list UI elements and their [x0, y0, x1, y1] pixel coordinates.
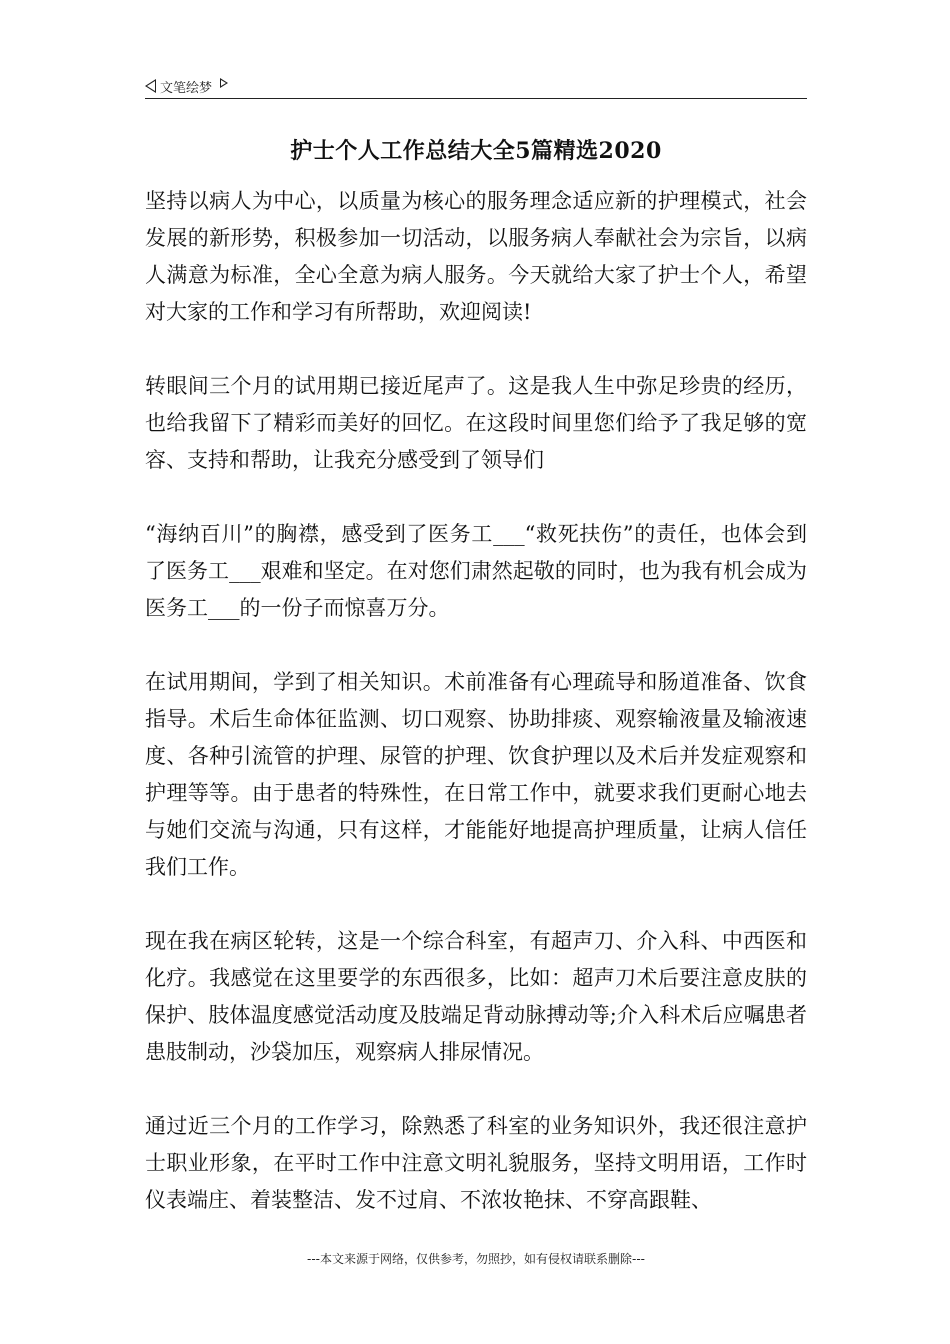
triangle-right-icon	[220, 78, 228, 88]
paragraph: “海纳百川”的胸襟，感受到了医务工___“救死扶伤”的责任，也体会到了医务工___艰难和坚定。在对您们肃然起敬的同时，也为我有机会成为医务工___的一份子而惊喜万分。	[145, 522, 807, 620]
paragraph: 现在我在病区轮转，这是一个综合科室，有超声刀、介入科、中西医和化疗。我感觉在这里要学的东西很多，比如：超声刀术后要注意皮肤的保护、肢体温度感觉活动度及肢端足背动脉搏动等;介入科术后应嘱患者患肢制动，沙袋加压，观察病人排尿情况。	[145, 929, 807, 1064]
header-brand: 文笔绘梦	[160, 80, 213, 96]
page-footer-notice: ---本文来源于网络，仅供参考，勿照抄，如有侵权请联系删除---	[307, 1252, 645, 1266]
document-title: 护士个人工作总结大全5篇精选2020	[290, 138, 662, 164]
paragraph: 在试用期间，学到了相关知识。术前准备有心理疏导和肠道准备、饮食指导。术后生命体征监测、切口观察、协助排痰、观察输液量及输液速度、各种引流管的护理、尿管的护理、饮食护理以及术后并发症观察和护理等等。由于患者的特殊性，在日常工作中，就要求我们更耐心地去与她们交流与沟通，只有这样，才能能好地提高护理质量，让病人信任我们工作。	[145, 670, 807, 879]
triangle-left-icon	[145, 79, 156, 93]
paragraph: 坚持以病人为中心，以质量为核心的服务理念适应新的护理模式，社会发展的新形势，积极参加一切活动，以服务病人奉献社会为宗旨，以病人满意为标准，全心全意为病人服务。今天就给大家了护士个人，希望对大家的工作和学习有所帮助，欢迎阅读!	[145, 189, 807, 324]
paragraph: 转眼间三个月的试用期已接近尾声了。这是我人生中弥足珍贵的经历，也给我留下了精彩而美好的回忆。在这段时间里您们给予了我足够的宽容、支持和帮助，让我充分感受到了领导们	[145, 374, 807, 472]
document-body	[145, 183, 807, 1256]
page-header	[145, 74, 807, 98]
paragraph: 通过近三个月的工作学习，除熟悉了科室的业务知识外，我还很注意护士职业形象，在平时工作中注意文明礼貌服务，坚持文明用语，工作时仪表端庄、着装整洁、发不过肩、不浓妆艳抹、不穿高跟鞋、	[145, 1114, 807, 1212]
header-divider	[145, 98, 807, 99]
